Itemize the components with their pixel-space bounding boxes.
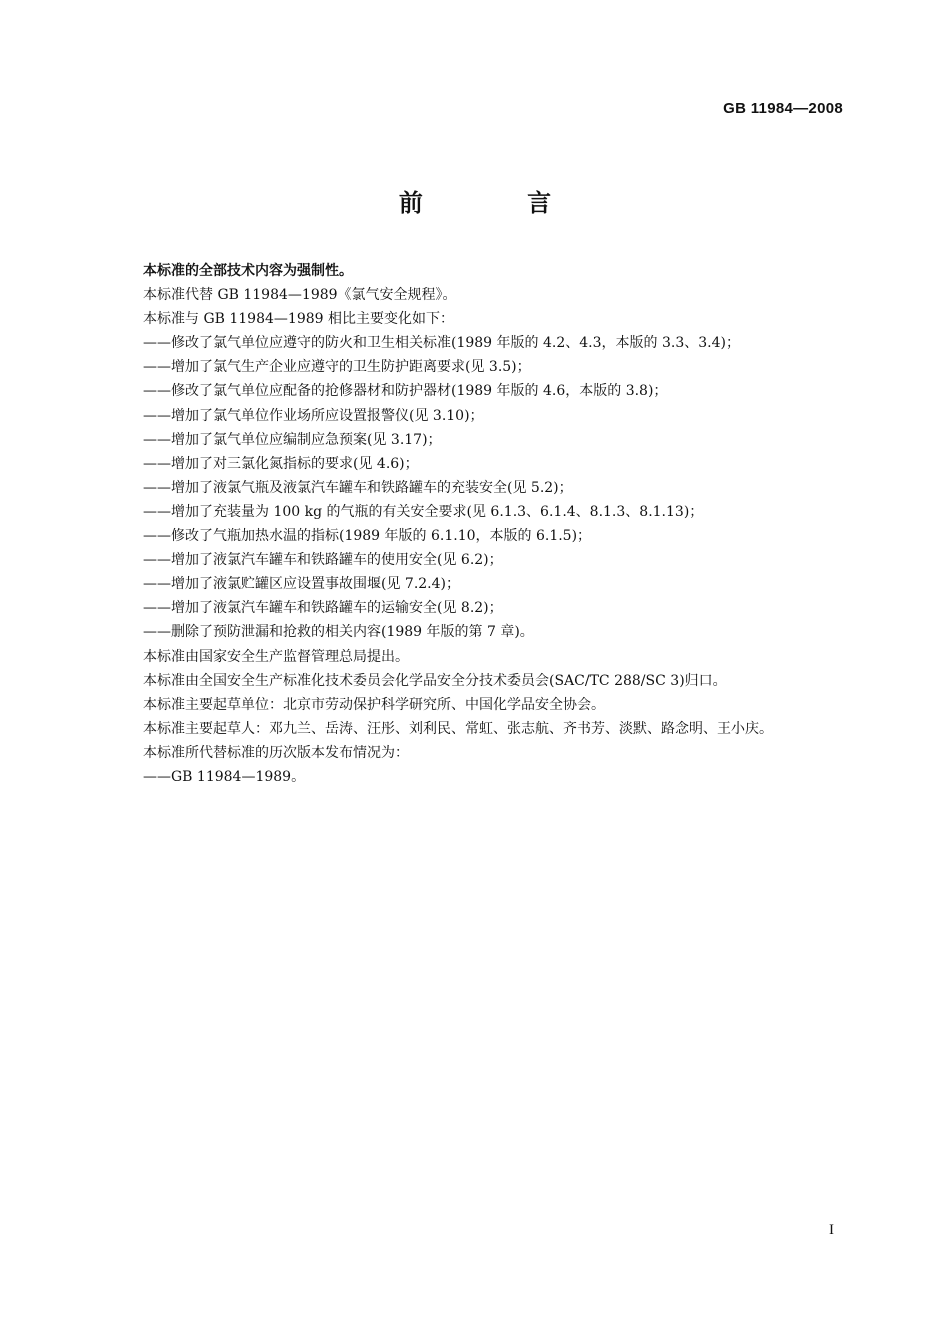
- change-item: ——修改了气瓶加热水温的指标(1989 年版的 6.1.10，本版的 6.1.5)；: [143, 528, 592, 545]
- change-item: ——删除了预防泄漏和抢救的相关内容(1989 年版的第 7 章)。: [143, 624, 534, 641]
- history-item: ——GB 11984—1989。: [143, 768, 306, 785]
- change-item: ——增加了液氯气瓶及液氯汽车罐车和铁路罐车的充装安全(见 5.2)；: [143, 479, 573, 496]
- foreword-body: [143, 259, 843, 789]
- paragraph-technical-committee: 本标准由全国安全生产标准化技术委员会化学品安全分技术委员会(SAC/TC 288/SC 3)归口。: [143, 672, 727, 689]
- change-item: ——增加了氯气生产企业应遵守的卫生防护距离要求(见 3.5)；: [143, 359, 531, 376]
- change-item: ——增加了充装量为 100 kg 的气瓶的有关安全要求(见 6.1.3、6.1.4、8.1.3、8.1.13)；: [143, 503, 704, 520]
- page-number: I: [829, 1222, 834, 1238]
- standard-code: GB 11984—2008: [723, 100, 843, 117]
- paragraph-proposed-by: 本标准由国家安全生产监督管理总局提出。: [143, 648, 409, 665]
- change-item: ——增加了液氯贮罐区应设置事故围堰(见 7.2.4)；: [143, 576, 460, 593]
- paragraph-changes-intro: 本标准与 GB 11984—1989 相比主要变化如下：: [143, 311, 454, 328]
- change-item: ——增加了液氯汽车罐车和铁路罐车的使用安全(见 6.2)；: [143, 552, 503, 569]
- paragraph-drafters: 本标准主要起草人：邓九兰、岳涛、汪彤、刘利民、常虹、张志航、齐书芳、淡默、路念明、王小庆。: [143, 720, 773, 737]
- change-item: ——修改了氯气单位应配备的抢修器材和防护器材(1989 年版的 4.6，本版的 3.8)；: [143, 383, 668, 400]
- change-item: ——增加了氯气单位作业场所应设置报警仪(见 3.10)；: [143, 407, 484, 424]
- page-title: 前 言: [398, 189, 600, 217]
- change-item: ——修改了氯气单位应遵守的防火和卫生相关标准(1989 年版的 4.2、4.3，本版的 3.3、3.4)；: [143, 335, 740, 352]
- mandatory-statement: 本标准的全部技术内容为强制性。: [143, 263, 353, 279]
- change-item: ——增加了对三氯化氮指标的要求(见 4.6)；: [143, 455, 419, 472]
- paragraph-drafting-units: 本标准主要起草单位：北京市劳动保护科学研究所、中国化学品安全协会。: [143, 696, 605, 713]
- change-item: ——增加了液氯汽车罐车和铁路罐车的运输安全(见 8.2)；: [143, 600, 503, 617]
- paragraph-replaces: 本标准代替 GB 11984—1989《氯气安全规程》。: [143, 287, 457, 304]
- change-item: ——增加了氯气单位应编制应急预案(见 3.17)；: [143, 431, 442, 448]
- paragraph-history-intro: 本标准所代替标准的历次版本发布情况为：: [143, 744, 409, 761]
